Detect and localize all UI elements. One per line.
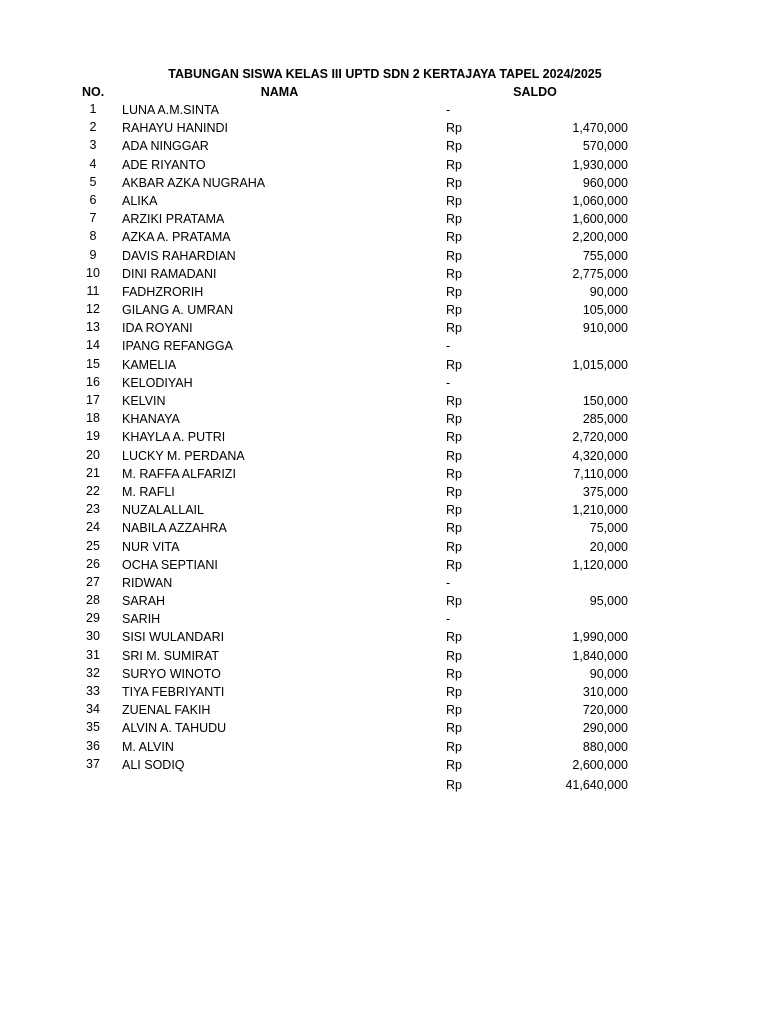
student-name: ALI SODIQ <box>122 757 185 772</box>
table-row <box>0 174 768 192</box>
student-name: LUCKY M. PERDANA <box>122 448 245 463</box>
row-number: 13 <box>86 320 100 335</box>
student-name: NABILA AZZAHRA <box>122 521 227 536</box>
saldo-amount: 1,470,000 <box>572 121 628 136</box>
student-name: SARAH <box>122 594 166 609</box>
student-name: IPANG REFANGGA <box>122 339 233 354</box>
student-name: GILANG A. UMRAN <box>122 303 234 318</box>
row-number: 12 <box>86 302 100 317</box>
student-name: SRI M. SUMIRAT <box>122 648 219 663</box>
currency-label: Rp <box>446 357 462 372</box>
saldo-amount: 1,015,000 <box>572 357 628 372</box>
row-number: 9 <box>89 247 97 262</box>
currency-label: Rp <box>446 121 462 136</box>
student-name: KELODIYAH <box>122 375 193 390</box>
student-name: SURYO WINOTO <box>122 666 221 681</box>
saldo-amount: 95,000 <box>589 594 628 609</box>
table-row <box>0 210 768 228</box>
row-number: 17 <box>86 393 100 407</box>
student-name: ALVIN A. TAHUDU <box>122 721 227 736</box>
currency-label: Rp <box>446 503 462 518</box>
student-name: RIDWAN <box>122 575 173 590</box>
saldo-amount: 2,200,000 <box>572 230 628 245</box>
student-name: ZUENAL FAKIH <box>122 703 211 718</box>
student-name: IDA ROYANI <box>122 321 193 336</box>
header-saldo: SALDO <box>513 85 557 99</box>
student-name: M. RAFFA ALFARIZI <box>122 466 236 481</box>
row-number: 10 <box>86 265 100 280</box>
student-name: KELVIN <box>122 394 166 408</box>
table-row <box>0 410 768 428</box>
saldo-amount: 105,000 <box>582 303 628 318</box>
currency-label: Rp <box>446 430 462 445</box>
saldo-amount: 290,000 <box>582 721 628 736</box>
table-row <box>0 337 768 355</box>
student-name: ADE RIYANTO <box>122 157 206 172</box>
row-number: 32 <box>86 665 100 680</box>
currency-label: Rp <box>446 448 462 463</box>
currency-label: Rp <box>446 594 462 609</box>
saldo-amount: 720,000 <box>582 703 628 718</box>
currency-label: - <box>446 612 451 627</box>
saldo-amount: 1,600,000 <box>572 212 628 227</box>
table-row <box>0 756 768 774</box>
currency-label: Rp <box>446 284 462 299</box>
student-name: ALIKA <box>122 193 158 208</box>
currency-label: Rp <box>446 666 462 681</box>
currency-label: Rp <box>446 321 462 336</box>
table-row <box>0 156 768 174</box>
row-number: 1 <box>89 102 97 116</box>
currency-label: Rp <box>446 394 462 408</box>
table-row <box>0 574 768 592</box>
currency-label: Rp <box>446 193 462 208</box>
row-number: 31 <box>86 647 100 662</box>
student-name: SISI WULANDARI <box>122 630 225 645</box>
row-number: 28 <box>86 593 100 608</box>
table-row <box>0 738 768 756</box>
currency-label: Rp <box>446 248 462 263</box>
student-name: KHAYLA A. PUTRI <box>122 430 226 445</box>
student-name: M. ALVIN <box>122 739 174 754</box>
table-row <box>0 374 768 392</box>
row-number: 6 <box>89 192 97 207</box>
currency-label: Rp <box>446 630 462 645</box>
saldo-amount: 2,600,000 <box>572 757 628 772</box>
saldo-amount: 880,000 <box>582 739 628 754</box>
row-number: 3 <box>89 138 97 153</box>
table-row <box>0 465 768 483</box>
saldo-amount: 150,000 <box>582 394 628 408</box>
student-name: FADHZRORIH <box>122 284 204 299</box>
saldo-amount: 7,110,000 <box>573 466 628 481</box>
currency-label: Rp <box>446 757 462 772</box>
row-number: 25 <box>86 538 100 553</box>
row-number: 19 <box>86 429 100 444</box>
currency-label: - <box>446 375 451 390</box>
currency-label: Rp <box>446 412 462 427</box>
saldo-amount: 2,720,000 <box>572 430 628 445</box>
row-number: 20 <box>86 447 100 462</box>
currency-label: - <box>446 575 451 590</box>
student-name: M. RAFLI <box>122 484 175 499</box>
table-row <box>0 483 768 501</box>
saldo-amount: 375,000 <box>582 484 628 499</box>
table-row <box>0 356 768 374</box>
row-number: 14 <box>86 338 100 353</box>
table-row <box>0 665 768 683</box>
sheet-title: TABUNGAN SISWA KELAS III UPTD SDN 2 KERTAJAYA TAPEL 2024/2025 <box>168 67 602 81</box>
saldo-amount: 310,000 <box>582 685 628 699</box>
row-number: 27 <box>86 574 100 589</box>
saldo-amount: 90,000 <box>589 284 628 299</box>
student-name: RAHAYU HANINDI <box>122 121 229 136</box>
saldo-amount: 570,000 <box>582 139 628 154</box>
row-number: 22 <box>86 483 100 498</box>
row-number: 5 <box>89 174 97 189</box>
saldo-amount: 75,000 <box>589 521 628 536</box>
student-name: AKBAR AZKA NUGRAHA <box>122 175 266 190</box>
currency-label: Rp <box>446 212 462 227</box>
saldo-amount: 1,060,000 <box>572 193 628 208</box>
currency-label: Rp <box>446 721 462 736</box>
currency-label: Rp <box>446 685 462 699</box>
table-row <box>0 119 768 137</box>
student-name: DINI RAMADANI <box>122 266 217 281</box>
header-nama: NAMA <box>260 85 299 99</box>
table-row <box>0 319 768 337</box>
row-number: 23 <box>86 502 100 517</box>
student-name: ARZIKI PRATAMA <box>122 212 225 227</box>
student-name: NUR VITA <box>122 539 180 554</box>
saldo-amount: 1,120,000 <box>572 557 628 572</box>
row-number: 15 <box>86 356 100 371</box>
table-row <box>0 192 768 210</box>
saldo-amount: 285,000 <box>582 412 628 427</box>
table-row <box>0 428 768 446</box>
table-body <box>0 101 768 774</box>
row-number: 21 <box>86 465 100 480</box>
table-row <box>0 628 768 646</box>
row-number: 29 <box>86 611 100 626</box>
row-number: 4 <box>89 156 97 171</box>
table-row <box>0 647 768 665</box>
student-name: ADA NINGGAR <box>122 139 209 154</box>
saldo-amount: 1,930,000 <box>572 157 628 172</box>
table-row <box>0 719 768 737</box>
student-name: SARIH <box>122 612 161 627</box>
table-row <box>0 392 768 410</box>
currency-label: - <box>446 339 451 354</box>
currency-label: Rp <box>446 266 462 281</box>
row-number: 11 <box>86 283 100 298</box>
currency-label: Rp <box>446 539 462 554</box>
student-name: TIYA FEBRIYANTI <box>122 685 225 699</box>
row-number: 30 <box>86 629 100 644</box>
table-row <box>0 301 768 319</box>
saldo-amount: 1,990,000 <box>572 630 628 645</box>
table-row <box>0 592 768 610</box>
table-row <box>0 610 768 628</box>
table-row <box>0 228 768 246</box>
currency-label: Rp <box>446 484 462 499</box>
row-number: 16 <box>86 374 100 389</box>
currency-label: Rp <box>446 739 462 754</box>
student-name: LUNA A.M.SINTA <box>122 103 220 117</box>
row-number: 33 <box>86 684 100 698</box>
currency-label: Rp <box>446 703 462 718</box>
row-number: 2 <box>89 120 97 135</box>
total-amount: 41,640,000 <box>565 778 628 792</box>
currency-label: Rp <box>446 466 462 481</box>
currency-label: Rp <box>446 139 462 154</box>
table-row <box>0 556 768 574</box>
row-number: 26 <box>86 556 100 571</box>
saldo-amount: 1,840,000 <box>572 648 628 663</box>
table-row <box>0 683 768 701</box>
currency-label: Rp <box>446 230 462 245</box>
saldo-amount: 2,775,000 <box>572 266 628 281</box>
student-name: NUZALALLAIL <box>122 503 204 518</box>
row-number: 35 <box>86 720 100 735</box>
student-name: AZKA A. PRATAMA <box>122 230 231 245</box>
header-no: NO. <box>82 85 105 99</box>
row-number: 7 <box>89 211 97 226</box>
currency-label: Rp <box>446 648 462 663</box>
row-number: 18 <box>86 411 100 426</box>
student-name: KHANAYA <box>122 412 180 427</box>
student-name: KAMELIA <box>122 357 177 372</box>
row-number: 34 <box>86 702 100 717</box>
total-currency: Rp <box>446 778 462 792</box>
saldo-amount: 1,210,000 <box>572 503 628 518</box>
row-number: 24 <box>86 520 100 535</box>
student-name: DAVIS RAHARDIAN <box>122 248 236 263</box>
student-name: OCHA SEPTIANI <box>122 557 218 572</box>
table-row <box>0 283 768 301</box>
table-row <box>0 137 768 155</box>
table-row <box>0 247 768 265</box>
saldo-amount: 910,000 <box>582 321 628 336</box>
total-row <box>0 776 768 794</box>
table-row <box>0 701 768 719</box>
table-row <box>0 447 768 465</box>
table-row <box>0 519 768 537</box>
saldo-amount: 4,320,000 <box>572 448 628 463</box>
saldo-amount: 960,000 <box>582 175 628 190</box>
currency-label: Rp <box>446 175 462 190</box>
row-number: 36 <box>86 738 100 753</box>
table-row <box>0 101 768 119</box>
table-header <box>0 84 768 101</box>
row-number: 37 <box>86 756 100 771</box>
currency-label: Rp <box>446 157 462 172</box>
table-row <box>0 501 768 519</box>
row-number: 8 <box>89 229 97 244</box>
currency-label: Rp <box>446 521 462 536</box>
table-row <box>0 538 768 556</box>
saldo-amount: 90,000 <box>589 666 628 681</box>
currency-label: Rp <box>446 557 462 572</box>
currency-label: Rp <box>446 303 462 318</box>
table-row <box>0 265 768 283</box>
currency-label: - <box>446 103 451 117</box>
saldo-amount: 755,000 <box>582 248 628 263</box>
saldo-amount: 20,000 <box>589 539 628 554</box>
